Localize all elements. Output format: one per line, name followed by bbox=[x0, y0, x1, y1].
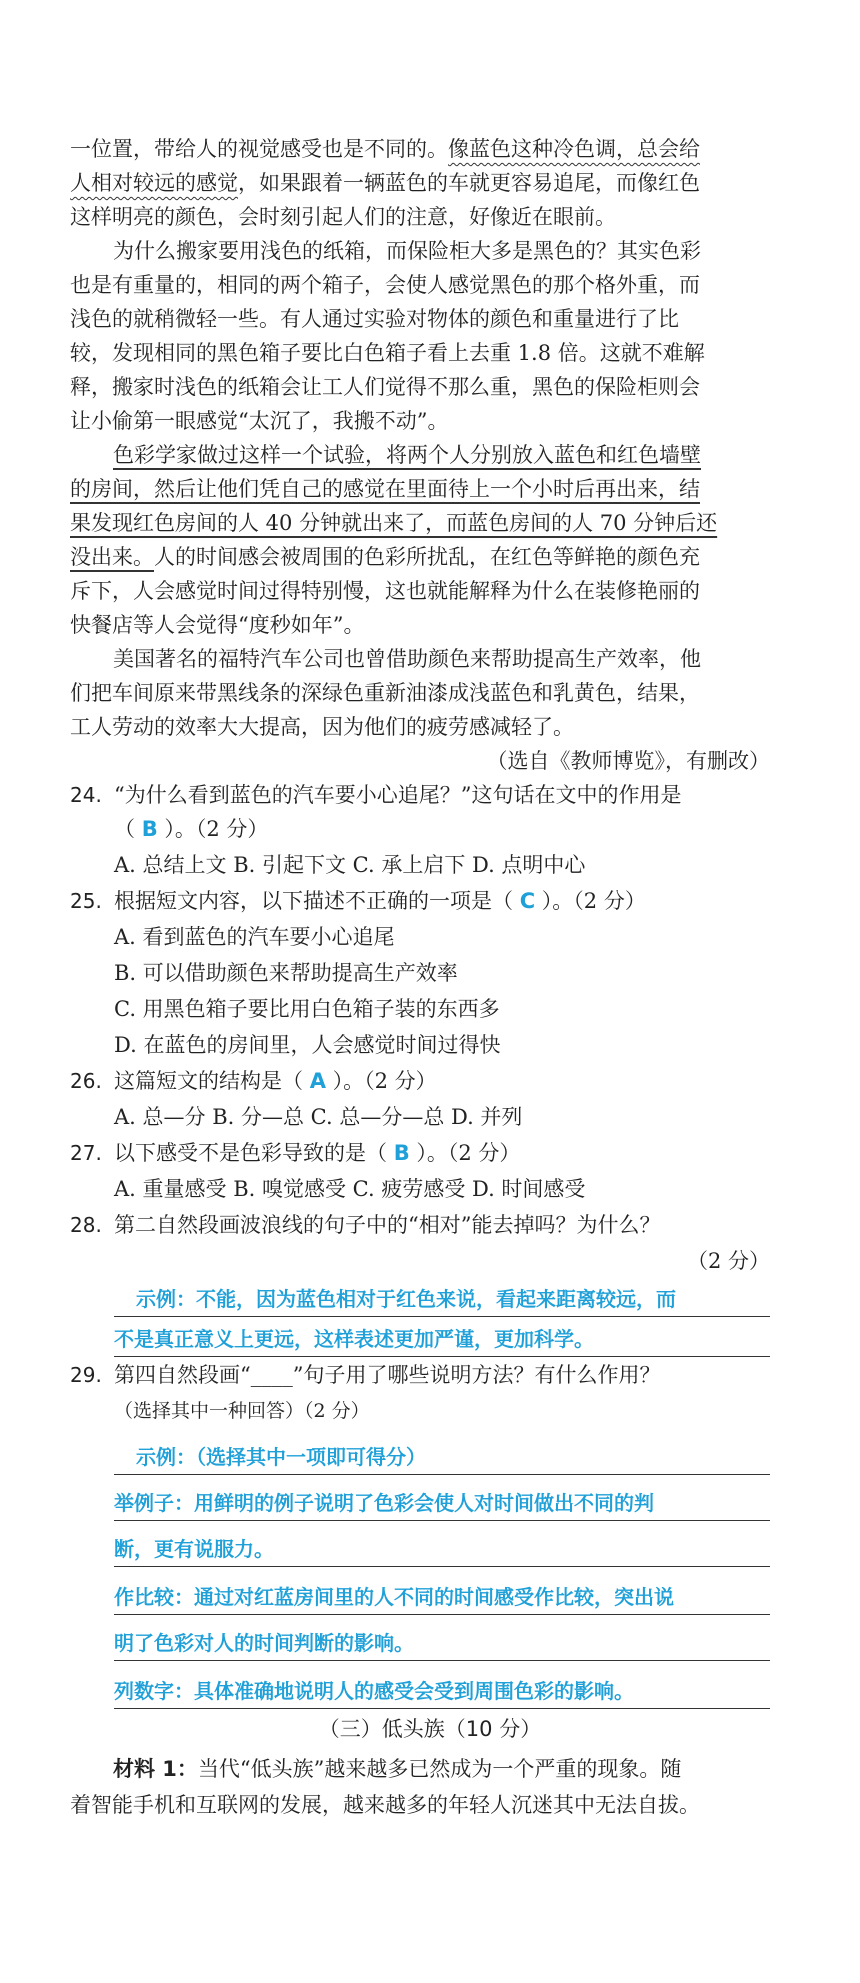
question-number: 25. bbox=[70, 889, 102, 913]
question-number: 28. bbox=[70, 1213, 102, 1237]
underlined-sentence: 没出来。 bbox=[70, 545, 154, 569]
section-title: （三）低头族（10 分） bbox=[318, 1717, 542, 1741]
answer-letter: B bbox=[141, 817, 158, 841]
question-text: 第二自然段画波浪线的句子中的“相对”能去掉吗？为什么？ bbox=[114, 1213, 661, 1237]
text-segment: 一位置，带给人的视觉感受也是不同的。 bbox=[70, 137, 448, 161]
score-text: ）。（2 分） bbox=[157, 817, 269, 841]
question-number: 24. bbox=[70, 783, 102, 807]
question-29-sub: （选择其中一种回答）（2 分） bbox=[114, 1400, 370, 1422]
passage-line bbox=[70, 166, 770, 200]
answer-letter: C bbox=[519, 889, 536, 913]
underlined-sentence: 色彩学家做过这样一个试验，将两个人分别放入蓝色和红色墙壁 bbox=[113, 443, 701, 467]
question-27-options: A. 重量感受 B. 嗅觉感受 C. 疲劳感受 D. 时间感受 bbox=[114, 1177, 586, 1201]
question-25 bbox=[70, 884, 770, 918]
passage-line: 较，发现相同的黑色箱子要比白色箱子看上去重 1.8 倍。这就不难解 bbox=[70, 341, 705, 365]
text-segment: 当代“低头族”越来越多已然成为一个严重的现象。随 bbox=[197, 1757, 682, 1781]
passage-line: 释，搬家时浅色的纸箱会让工人们觉得不那么重，黑色的保险柜则会 bbox=[70, 375, 700, 399]
question-26-options: A. 总—分 B. 分—总 C. 总—分—总 D. 并列 bbox=[114, 1105, 523, 1129]
score-text: ）。（2 分） bbox=[409, 1141, 521, 1165]
option: A. 看到蓝色的汽车要小心追尾 bbox=[114, 925, 395, 949]
question-text: 以下感受不是色彩导致的是（ bbox=[114, 1141, 394, 1165]
answer-text: 示例：不能，因为蓝色相对于红色来说，看起来距离较远，而 bbox=[136, 1287, 676, 1311]
material-line: 着智能手机和互联网的发展，越来越多的年轻人沉迷其中无法自拔。 bbox=[70, 1793, 700, 1817]
question-27 bbox=[70, 1136, 770, 1170]
text-segment: ，如果跟着一辆蓝色的车就更容易追尾，而像红色 bbox=[238, 171, 700, 195]
option: B. 可以借助颜色来帮助提高生产效率 bbox=[114, 961, 458, 985]
answer-text: 明了色彩对人的时间判断的影响。 bbox=[114, 1631, 414, 1655]
question-26 bbox=[70, 1064, 770, 1098]
passage-line bbox=[113, 438, 813, 472]
passage-line: 让小偷第一眼感觉“太沉了，我搬不动”。 bbox=[70, 409, 449, 433]
question-24-options: A. 总结上文 B. 引起下文 C. 承上启下 D. 点明中心 bbox=[114, 853, 586, 877]
passage-line: 工人劳动的效率大大提高，因为他们的疲劳感减轻了。 bbox=[70, 715, 574, 739]
passage-line: 们把车间原来带黑线条的深绿色重新油漆成浅蓝色和乳黄色，结果， bbox=[70, 681, 700, 705]
answer-text: 举例子：用鲜明的例子说明了色彩会使人对时间做出不同的判 bbox=[114, 1491, 654, 1515]
passage-line: 这样明亮的颜色，会时刻引起人们的注意，好像近在眼前。 bbox=[70, 205, 616, 229]
answer-text: 作比较：通过对红蓝房间里的人不同的时间感受作比较，突出说 bbox=[114, 1585, 674, 1609]
passage-line: 为什么搬家要用浅色的纸箱，而保险柜大多是黑色的？其实色彩 bbox=[113, 239, 701, 263]
paren: （ bbox=[114, 817, 142, 841]
question-number: 26. bbox=[70, 1069, 102, 1093]
score-text: ）。（2 分） bbox=[535, 889, 646, 913]
passage-line bbox=[70, 132, 770, 166]
material-line bbox=[113, 1752, 813, 1786]
option: D. 在蓝色的房间里，人会感觉时间过得快 bbox=[114, 1033, 501, 1057]
passage-line bbox=[70, 506, 770, 540]
source-note: （选自《教师博览》，有删改） bbox=[486, 749, 770, 773]
answer-text: 不是真正意义上更远，这样表述更加严谨，更加科学。 bbox=[114, 1327, 594, 1351]
passage-line bbox=[70, 540, 770, 574]
score-text: （2 分） bbox=[686, 1249, 770, 1273]
passage-line: 也是有重量的，相同的两个箱子，会使人感觉黑色的那个格外重，而 bbox=[70, 273, 700, 297]
answer-text: 断，更有说服力。 bbox=[114, 1537, 274, 1561]
answer-letter: B bbox=[393, 1141, 410, 1165]
question-29 bbox=[70, 1358, 770, 1392]
question-text: “为什么看到蓝色的汽车要小心追尾？”这句话在文中的作用是 bbox=[114, 783, 682, 807]
score-text: ）。（2 分） bbox=[325, 1069, 437, 1093]
underlined-sentence: 的房间，然后让他们凭自己的感觉在里面待上一个小时后再出来，结 bbox=[70, 477, 700, 501]
question-24-answer-line bbox=[114, 812, 814, 846]
question-number: 27. bbox=[70, 1141, 102, 1165]
question-number: 29. bbox=[70, 1363, 102, 1387]
passage-line: 美国著名的福特汽车公司也曾借助颜色来帮助提高生产效率，他 bbox=[113, 647, 701, 671]
passage-line: 快餐店等人会觉得“度秒如年”。 bbox=[70, 613, 365, 637]
question-text: 这篇短文的结构是（ bbox=[114, 1069, 310, 1093]
option: C. 用黑色箱子要比用白色箱子装的东西多 bbox=[114, 997, 500, 1021]
text-segment: 人的时间感会被周围的色彩所扰乱，在红色等鲜艳的颜色充 bbox=[154, 545, 700, 569]
answer-letter: A bbox=[309, 1069, 326, 1093]
question-28 bbox=[70, 1208, 770, 1242]
question-text: 第四自然段画“____”句子用了哪些说明方法？有什么作用？ bbox=[114, 1363, 661, 1387]
passage-line: 斥下，人会感觉时间过得特别慢，这也就能解释为什么在装修艳丽的 bbox=[70, 579, 700, 603]
wavy-underlined-sentence: 人相对较远的感觉 bbox=[70, 171, 238, 195]
passage-line bbox=[70, 472, 770, 506]
question-24 bbox=[70, 778, 770, 812]
wavy-underlined-sentence: 像蓝色这种冷色调，总会给 bbox=[448, 137, 700, 161]
underlined-sentence: 果发现红色房间的人 40 分钟就出来了，而蓝色房间的人 70 分钟后还 bbox=[70, 511, 718, 535]
material-label: 材料 1： bbox=[113, 1757, 198, 1781]
answer-text: 示例：（选择其中一项即可得分） bbox=[136, 1445, 426, 1469]
passage-line: 浅色的就稍微轻一些。有人通过实验对物体的颜色和重量进行了比 bbox=[70, 307, 679, 331]
answer-text: 列数字：具体准确地说明人的感受会受到周围色彩的影响。 bbox=[114, 1679, 634, 1703]
question-text: 根据短文内容，以下描述不正确的一项是（ bbox=[114, 889, 520, 913]
